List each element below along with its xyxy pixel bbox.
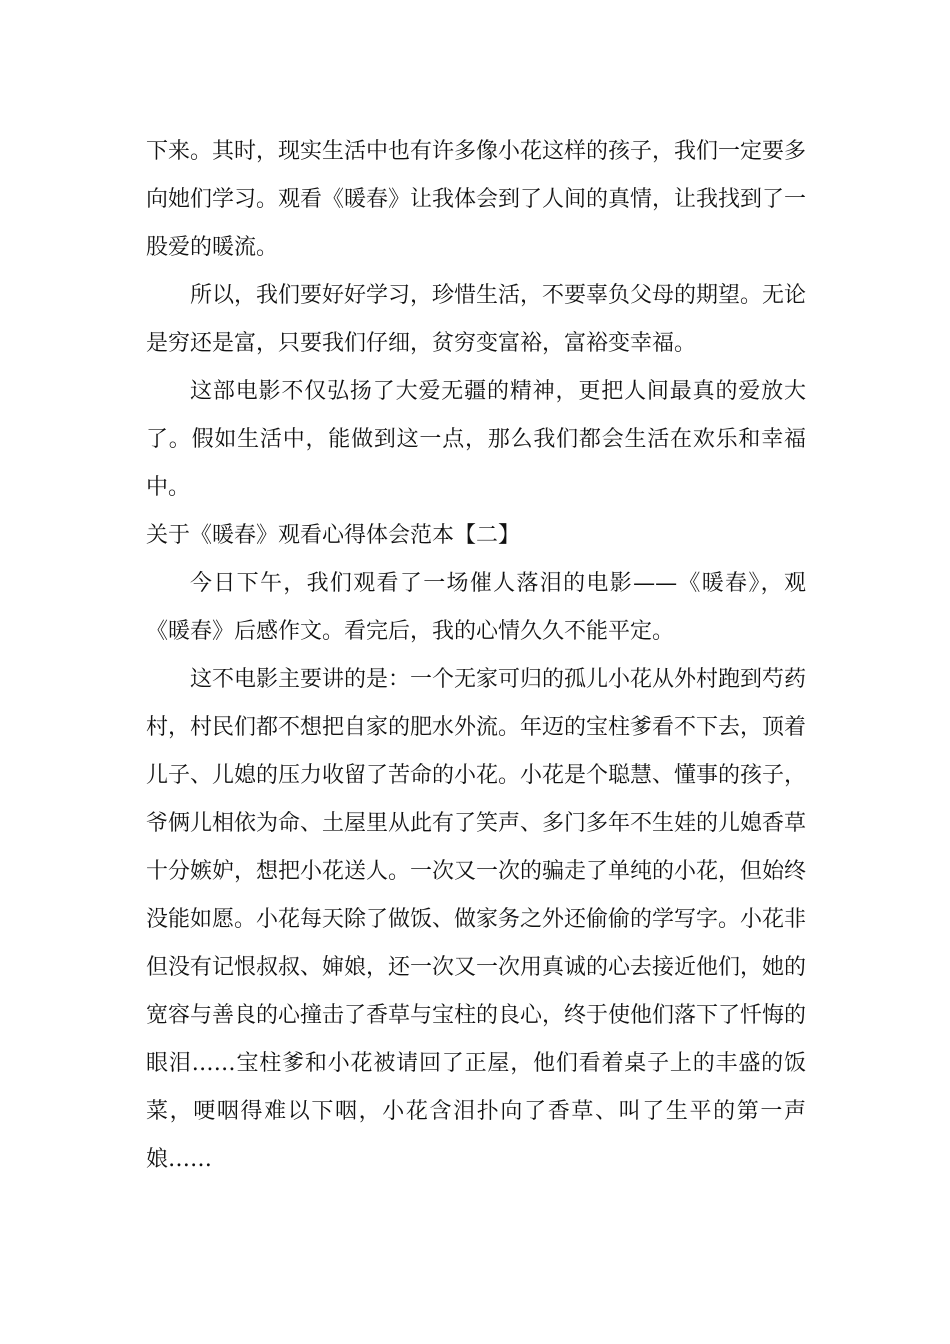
document-body — [146, 128, 806, 1184]
paragraph-2: 所以，我们要好好学习，珍惜生活，不要辜负父母的期望。无论是穷还是富，只要我们仔细，贫穷变富裕，富裕变幸福。 — [146, 283, 807, 356]
paragraph-3: 这部电影不仅弘扬了大爱无疆的精神，更把人间最真的爱放大了。假如生活中，能做到这一点，那么我们都会生活在欢乐和幸福中。 — [146, 379, 806, 500]
section-heading: 关于《暖春》观看心得体会范本【二】 — [146, 523, 521, 548]
paragraph-5: 这不电影主要讲的是：一个无家可归的孤儿小花从外村跑到芍药村，村民们都不想把自家的肥水外流。年迈的宝柱爹看不下去，顶着儿子、儿媳的压力收留了苦命的小花。小花是个聪慧、懂事的孩子，爷俩儿相依为命、土屋里从此有了笑声、多门多年不生娃的儿媳香草十分嫉妒，想把小花送人。一次又一次的骗走了单纯的小花，但始终没能如愿。小花每天除了做饭、做家务之外还偷偷的学写字。小花非但没有记恨叔叔、婶娘，还一次又一次用真诚的心去接近他们，她的宽容与善良的心撞击了香草与宝柱的良心，终于使他们落下了忏悔的眼泪……宝柱爹和小花被请回了正屋，他们看着桌子上的丰盛的饭菜，哽咽得难以下咽，小花含泪扑向了香草、叫了生平的第一声娘…… — [146, 667, 807, 1172]
paragraph-4: 今日下午，我们观看了一场催人落泪的电影——《暖春》，观《暖春》后感作文。看完后，我的心情久久不能平定。 — [146, 571, 806, 644]
paragraph-1: 下来。其时，现实生活中也有许多像小花这样的孩子，我们一定要多向她们学习。观看《暖春》让我体会到了人间的真情，让我找到了一股爱的暖流。 — [146, 139, 807, 260]
